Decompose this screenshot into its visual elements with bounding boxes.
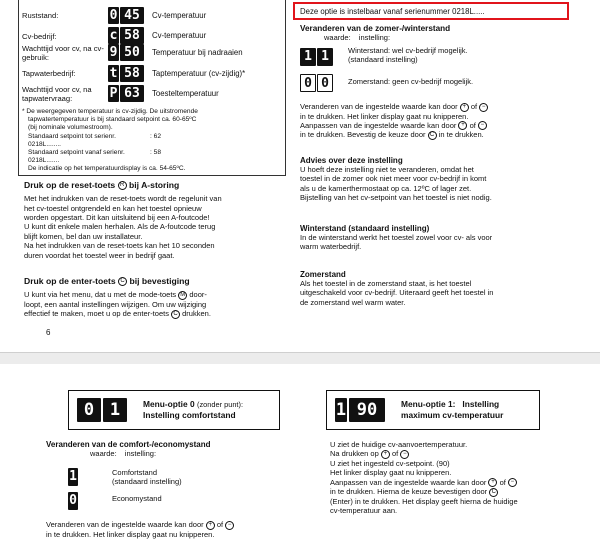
title-text: Menu-optie 0 [143,399,195,409]
note-line: tapwatertemperatuur is bij standaard setpoint ca. 60-65ºC [28,116,197,124]
section-heading: Veranderen van de comfort-/economystand [46,440,211,449]
value-setting-labels [46,449,296,458]
serial-number-notice [293,2,569,20]
minus-key-icon: − [479,103,488,112]
row-description: Taptemperatuur (cv-zijdig)* [152,69,246,78]
option-text [348,77,473,86]
body-line: Na het indrukken van de reset-toets kan het 10 seconden [24,241,215,251]
waarde-label: waarde: [324,33,351,42]
option-line: Winterstand: wel cv-bedrijf mogelijk. [348,46,468,55]
body-line: als u de kamerthermostaat op ca. 12ºC of lager zet. [300,183,472,193]
row-label: Ruststand: [22,11,59,20]
option-text [112,494,162,503]
display-digit: 9 [109,45,118,60]
body-line: loopt, een aantal instellingen wijzigen. Om uw wijziging [24,299,207,309]
temperature-footnote [22,108,284,174]
option-line: Zomerstand: geen cv-bedrijf mogelijk. [348,77,474,86]
body-line: warm waterbedrijf. [300,242,362,252]
row-description: Temperatuur bij nadraaien [152,48,243,57]
section-heading: Winterstand (standaard instelling) [300,224,430,233]
body-line: cv-temperatuur aan. [330,506,398,516]
reset-heading [24,180,282,190]
mode-key-icon: M [180,291,186,298]
display-digit: 1 [69,469,77,484]
notice-text: Deze optie is instelbaar vanaf serienummer 0218L..... [300,7,485,16]
menu-option-0-box [68,390,280,430]
body-text: of [391,449,399,459]
body-line: blijft komen, bel dan uw installateur. [24,231,143,241]
enter-section [24,276,282,319]
body-line: Bijstelling van het cv-setpoint van het toestel is niet nodig. [300,193,492,203]
body-text: in te drukken. Bevestig de keuze door [300,130,426,140]
waarde-label: waarde: [90,449,117,458]
display-digit: 1 [300,48,316,66]
table-row-wachttijd-tap [22,84,284,104]
advies-section [300,156,582,203]
row-description: Cv-temperatuur [152,31,207,40]
title-text: Instelling comfortstand [143,410,236,420]
body-line: duren voordat het toestel weer in bedrijf gaat. [24,250,175,260]
body-line: U hoeft deze instelling niet te veranderen, omdat het [300,165,474,174]
seven-segment-display [108,65,144,82]
table-row-tapwater [22,64,284,84]
table-row-wachttijd-cv [22,43,284,63]
zomer-body [300,279,582,307]
option-winterstand [300,46,582,68]
setpoint-value: : 62 [150,132,161,140]
advies-body [300,165,582,203]
manual-page-bottom [0,364,600,539]
heading-text: Druk op de enter-toets [24,276,116,286]
display-digits: 90 [349,398,385,422]
page-divider [0,352,600,353]
display-digit: 1 [103,398,127,422]
menu-option-title [401,399,503,421]
enter-heading [24,276,282,286]
body-text: of [469,120,476,130]
body-line: in te drukken. Het linker display gaat nu knipperen. [300,111,469,121]
table-row-ruststand [22,6,284,26]
menu-option-1-box [326,390,540,430]
change-instructions [300,102,582,140]
body-text: Aanpassen van de ingestelde waarde kan door [300,120,457,130]
display-digit: P [109,86,118,101]
row-label: Cv-bedrijf: [22,32,57,41]
plus-key-icon: + [206,521,215,530]
display-digit: 1 [317,48,333,66]
note-line: * De weergegeven temperatuur is cv-zijdig. De uitstromende [22,108,198,115]
row-description: Toesteltemperatuur [152,89,219,98]
row-description: Cv-temperatuur [152,11,207,20]
plus-key-icon: + [458,121,467,130]
comfort-change-instructions [46,520,296,539]
seven-segment-display [108,44,144,61]
display-digits: 63 [120,85,144,102]
body-text: effectief te maken, moet u op de enter-toets [24,309,169,319]
seven-segment-display [108,27,144,44]
value-setting-labels [300,33,582,42]
display-digits: 58 [120,65,144,82]
body-line: U ziet het ingesteld cv-setpoint. (90) [330,458,450,468]
body-text: Aanpassen van de ingestelde waarde kan door [330,477,487,487]
title-small-text: (zonder punt): [196,400,243,409]
minus-key-icon: − [508,478,517,487]
body-text: Na drukken op [330,449,379,459]
display-digit: 0 [317,74,333,92]
enter-key-icon: C [171,310,180,319]
section-heading: Zomerstand [300,270,346,279]
display-digits: 58 [120,27,144,44]
option-economystand [68,492,288,512]
enter-key-icon: C [489,488,498,497]
body-text: in te drukken. Hierna de keuze bevestigen door [330,487,488,497]
section-heading: Veranderen van de zomer-/winterstand [300,24,451,33]
title-text: maximum cv-temperatuur [401,410,504,420]
note-line: (bij nominale volumestroom). [28,124,113,132]
option-zomerstand [300,72,582,94]
display-digit: 0 [300,74,316,92]
max-cv-temperature-instructions [330,440,592,516]
display-digit: 1 [335,400,347,420]
option-comfortstand [68,468,288,488]
plus-key-icon: + [460,103,469,112]
body-text: drukken. [182,309,211,319]
heading-text: Druk op de reset-toets [24,180,116,190]
option-text [348,46,468,65]
display-digits: 45 [120,7,144,24]
minus-key-icon: − [478,121,487,130]
seven-segment-display [335,398,385,422]
page-number: 6 [46,328,51,337]
minus-key-icon: − [225,521,234,530]
body-text: U kunt via het menu, dat u met de mode-toets [24,290,177,300]
seven-segment-display [108,7,144,24]
setpoint-value: : 58 [150,149,161,157]
option-line: (standaard instelling) [348,55,418,65]
body-line: het cv-toestel ontgrendeld en kan het toestel opnieuw [24,203,202,213]
seven-segment-display [68,468,98,486]
body-line: de zomerstand wel warm water. [300,297,406,307]
body-line: worden opgestart. Dit kan uitsluitend bij een A-foutcode! [24,213,210,223]
title-text: Menu-optie 1: Instelling [401,399,500,409]
body-line: uitgeschakeld voor cv-bedrijf. Uiteraard geeft het toestel in [300,288,494,298]
body-line: Het linker display gaat nu knipperen. [330,468,452,478]
row-label: Tapwaterbedrijf: [22,69,76,78]
display-digit: 0 [69,493,77,508]
display-digit: 0 [109,8,118,23]
body-text: Veranderen van de ingestelde waarde kan door [300,102,458,111]
body-text: of [499,477,506,487]
winter-body [300,233,582,252]
body-line: in te drukken. Het linker display gaat nu knipperen. [46,529,215,539]
body-line: U ziet de huidige cv-aanvoertemperatuur. [330,440,468,449]
option-line: (standaard instelling) [112,477,182,487]
display-digit: t [109,66,118,81]
zomerstand-section [300,270,582,307]
note-line: De indicatie op het temperatuurdisplay is ca. 54-65ºC. [28,165,186,173]
heading-text: bij bevestiging [129,276,190,286]
heading-text: bij A-storing [129,180,180,190]
reset-section [24,180,282,260]
row-label: Wachttijd voor cv, na tapwatervraag: [22,85,92,103]
body-text: door- [189,290,207,300]
instelling-label: instelling: [124,449,157,458]
section-heading: Advies over deze instelling [300,156,403,165]
seven-segment-display [68,492,98,510]
row-label: Wachttijd voor cv, na cv-gebruik: [22,44,104,62]
body-line: Met het indrukken van de reset-toets wordt de regelunit van [24,194,222,204]
body-text: of [470,102,478,111]
reset-key-icon: R [118,181,127,190]
reset-body [24,194,282,260]
option-text [112,468,182,487]
zomer-winter-heading [300,24,582,42]
enter-key-icon: C [428,131,437,140]
minus-key-icon: − [400,450,409,459]
body-text: of [216,520,224,529]
enter-key-icon: C [118,277,127,286]
body-line: U kunt dit enkele malen herhalen. Als de A-foutcode terug [24,222,216,232]
body-line: Als het toestel in de zomerstand staat, is het toestel [300,279,472,288]
setpoint-label: Standaard setpoint vanaf serienr. 0218L....... [28,149,125,165]
enter-body [24,290,282,318]
seven-segment-display [77,398,127,422]
body-text: Veranderen van de ingestelde waarde kan door [46,520,204,529]
display-digits: 50 [120,44,144,61]
comfort-economy-section [46,440,296,458]
body-text: in te drukken. [438,130,484,140]
display-digit: 0 [77,398,101,422]
seven-segment-display [300,74,333,92]
plus-key-icon: + [381,450,390,459]
option-line: Economystand [112,494,162,503]
display-digit: c [109,28,118,43]
seven-segment-display [108,85,144,102]
winterstand-section [300,224,582,252]
body-line: (Enter) in te drukken. Het display geeft hierna de huidige [330,496,518,506]
setpoint-row [22,133,284,149]
body-line: toestel in de zomer ook niet meer voor cv-bedrijf in komt [300,174,487,184]
option-line: Comfortstand [112,468,158,477]
setpoint-row [22,149,284,165]
menu-option-title [143,399,243,421]
seven-segment-display [300,48,333,66]
setpoint-label: Standaard setpoint tot serienr. 0218L........ [28,132,116,148]
plus-key-icon: + [488,478,497,487]
body-line: In de winterstand werkt het toestel zowel voor cv- als voor [300,233,493,242]
instelling-label: instelling: [358,33,391,42]
